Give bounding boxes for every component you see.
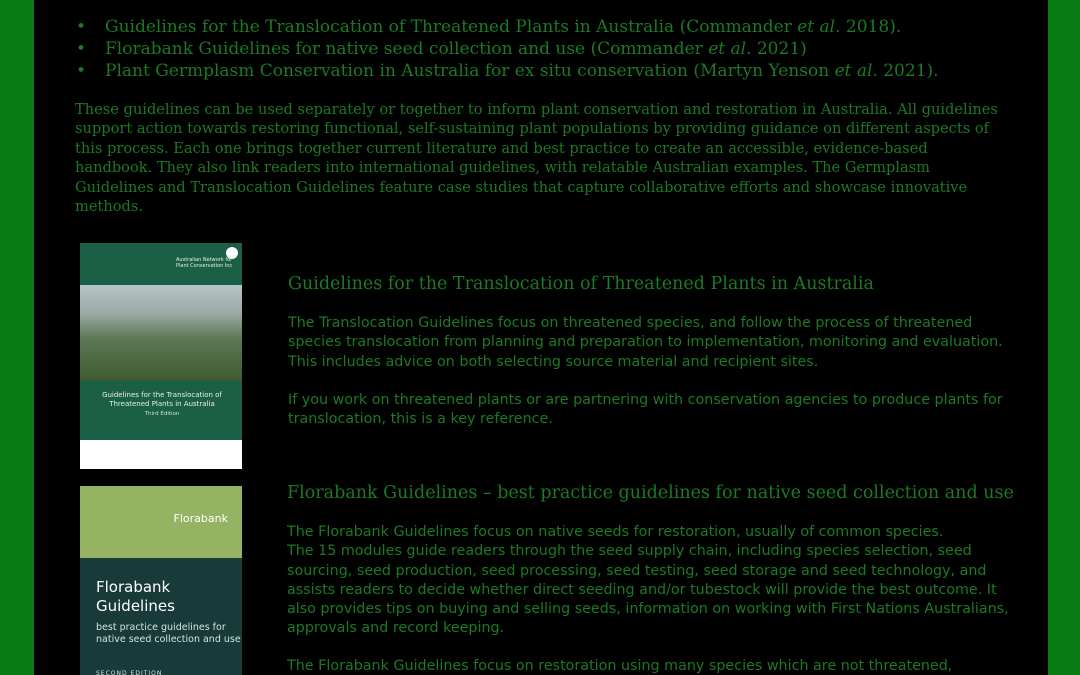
reference-list — [76, 16, 939, 82]
florabank-guidelines-cover[interactable] — [80, 486, 242, 675]
cover-org-name: Australian Network for Plant Conservation Inc — [176, 257, 233, 269]
section-heading-translocation: Guidelines for the Translocation of Threatened Plants in Australia — [288, 274, 874, 294]
translocation-guidelines-cover[interactable] — [80, 243, 242, 469]
section-paragraph: The Translocation Guidelines focus on threatened species, and follow the process of threatened species translocation from planning and preparation to implementation, monitoring and evaluation. This includes advice on both selecting source material and recipient sites. — [288, 315, 1003, 370]
cover-edition: Third Edition — [144, 411, 180, 417]
cover-logo-strip — [80, 440, 242, 469]
section-paragraph: If you work on threatened plants or are partnering with conservation agencies to produce plants for translocation, this is a key reference. — [288, 392, 1003, 428]
cover-title: Florabank Guidelines — [96, 578, 175, 615]
reference-item: • Florabank Guidelines for native seed collection and use (Commander et al. 2021) — [76, 38, 939, 60]
cover-photo — [80, 285, 242, 381]
reference-item: • Guidelines for the Translocation of Threatened Plants in Australia (Commander et al. 2018). — [76, 16, 939, 38]
cover-title: Guidelines for the Translocation of Threatened Plants in Australia — [102, 391, 222, 408]
reference-item: • Plant Germplasm Conservation in Australia for ex situ conservation (Martyn Yenson et al. 2021). — [76, 60, 939, 82]
cover-edition: SECOND EDITION — [96, 670, 163, 675]
intro-paragraph: These guidelines can be used separately or together to inform plant conservation and restoration in Australia. All guidelines support action towards restoring functional, self-sustaining plant populations by providing guidance on different aspects of this process. Each one brings together current literature and best practice to create an accessible, evidence-based handbook. They also link readers into international guidelines, with relatable Australian examples. The Germplasm Guidelines and Translocation Guidelines feature case studies that capture collaborative efforts and showcase innovative methods. — [75, 101, 998, 216]
section-paragraph: The Florabank Guidelines focus on restoration using many species which are not threatened, — [287, 658, 953, 674]
section-heading-florabank: Florabank Guidelines – best practice guidelines for native seed collection and use — [287, 483, 1014, 503]
florabank-logo: Florabank — [173, 512, 228, 525]
document-page — [34, 0, 1048, 675]
cover-subtitle: best practice guidelines for native seed collection and use — [96, 622, 241, 645]
section-paragraph: The Florabank Guidelines focus on native seeds for restoration, usually of common species. The 15 modules guide readers through the seed supply chain, including species selection, seed sourcing, seed production, seed processing, seed testing, seed storage and seed technology, and assists readers to decide whether direct seeding and/or tubestock will provide the best outcome. It also provides tips on buying and selling seeds, information on working with First Nations Australians, approvals and record keeping. — [287, 524, 1009, 637]
